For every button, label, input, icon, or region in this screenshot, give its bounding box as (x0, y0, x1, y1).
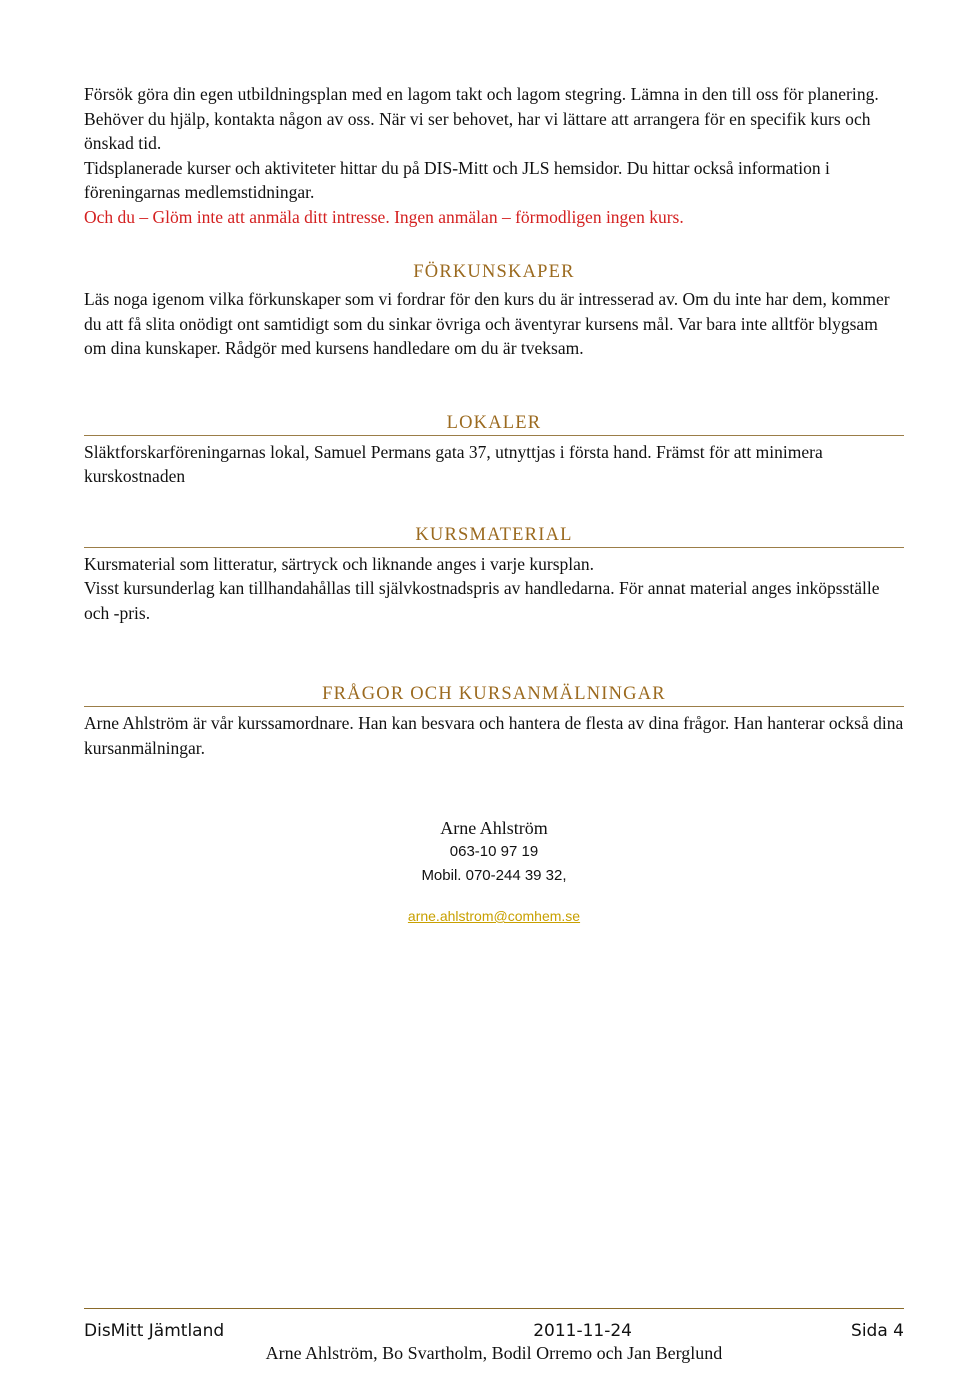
page-body (84, 82, 904, 926)
footer-org: DisMitt Jämtland (84, 1321, 225, 1341)
section-heading-forkunskaper: FÖRKUNSKAPER (413, 262, 575, 282)
reminder-text: Och du – Glöm inte att anmäla ditt intresse. Ingen anmälan – förmodligen ingen kurs. (84, 206, 684, 227)
section-lokaler (84, 412, 904, 489)
footer-date: 2011-11-24 (533, 1321, 632, 1341)
intro-text-2: Tidsplanerade kurser och aktiviteter hittar du på DIS-Mitt och JLS hemsidor. Du hittar också information i föreningarnas medlemstidningar. (84, 157, 830, 202)
contact-email-link[interactable]: arne.ahlstrom@comhem.se (407, 908, 581, 924)
contact-block (84, 816, 904, 926)
section-kursmaterial (84, 524, 904, 626)
footer-row (84, 1321, 904, 1341)
section-fragor (84, 683, 904, 760)
section-heading-kursmaterial: KURSMATERIAL (84, 524, 904, 548)
footer-authors: Arne Ahlström, Bo Svartholm, Bodil Orremo och Jan Berglund (265, 1343, 723, 1363)
section-text-fragor: Arne Ahlström är vår kurssamordnare. Han kan besvara och hantera de flesta av dina frågor. Han hanterar också dina kursanmälningar. (84, 713, 904, 758)
section-forkunskaper (84, 261, 904, 361)
section-text-kursmaterial-1: Kursmaterial som litteratur, särtryck och liknande anges i varje kursplan. (84, 553, 595, 574)
contact-phone: 063-10 97 19 (449, 843, 539, 860)
intro-text-1: Försök göra din egen utbildningsplan med en lagom takt och lagom stegring. Lämna in den till oss för planering. Behöver du hjälp, kontakta någon av oss. När vi ser behovet, har vi lättare att arrangera för en specifik kurs och önskad tid. (84, 84, 879, 153)
footer-page-number: Sida 4 (851, 1321, 904, 1341)
page-footer (84, 1308, 904, 1364)
contact-name: Arne Ahlström (440, 818, 548, 838)
section-heading-lokaler: LOKALER (84, 412, 904, 436)
section-heading-fragor: FRÅGOR OCH KURSANMÄLNINGAR (84, 683, 904, 707)
section-text-kursmaterial-2: Visst kursunderlag kan tillhandahållas till självkostnadspris av handledarna. För annat material anges inköpsställe och -pris. (84, 578, 880, 623)
intro-paragraph (84, 82, 904, 156)
section-text-forkunskaper: Läs noga igenom vilka förkunskaper som vi fordrar för den kurs du är intresserad av. Om du inte har dem, kommer du att få slita onödigt ont samtidigt som du sinkar övriga och äventyrar kursens mål. Var bara inte alltför blygsam om dina kunskaper. Rådgör med kursens handledare om du är tveksam. (84, 289, 890, 358)
intro-paragraph-2 (84, 156, 904, 205)
contact-mobile: Mobil. 070-244 39 32, (421, 867, 567, 884)
section-text-lokaler: Släktforskarföreningarnas lokal, Samuel Permans gata 37, utnyttjas i första hand. Främst för att minimera kurskostnaden (84, 441, 823, 486)
